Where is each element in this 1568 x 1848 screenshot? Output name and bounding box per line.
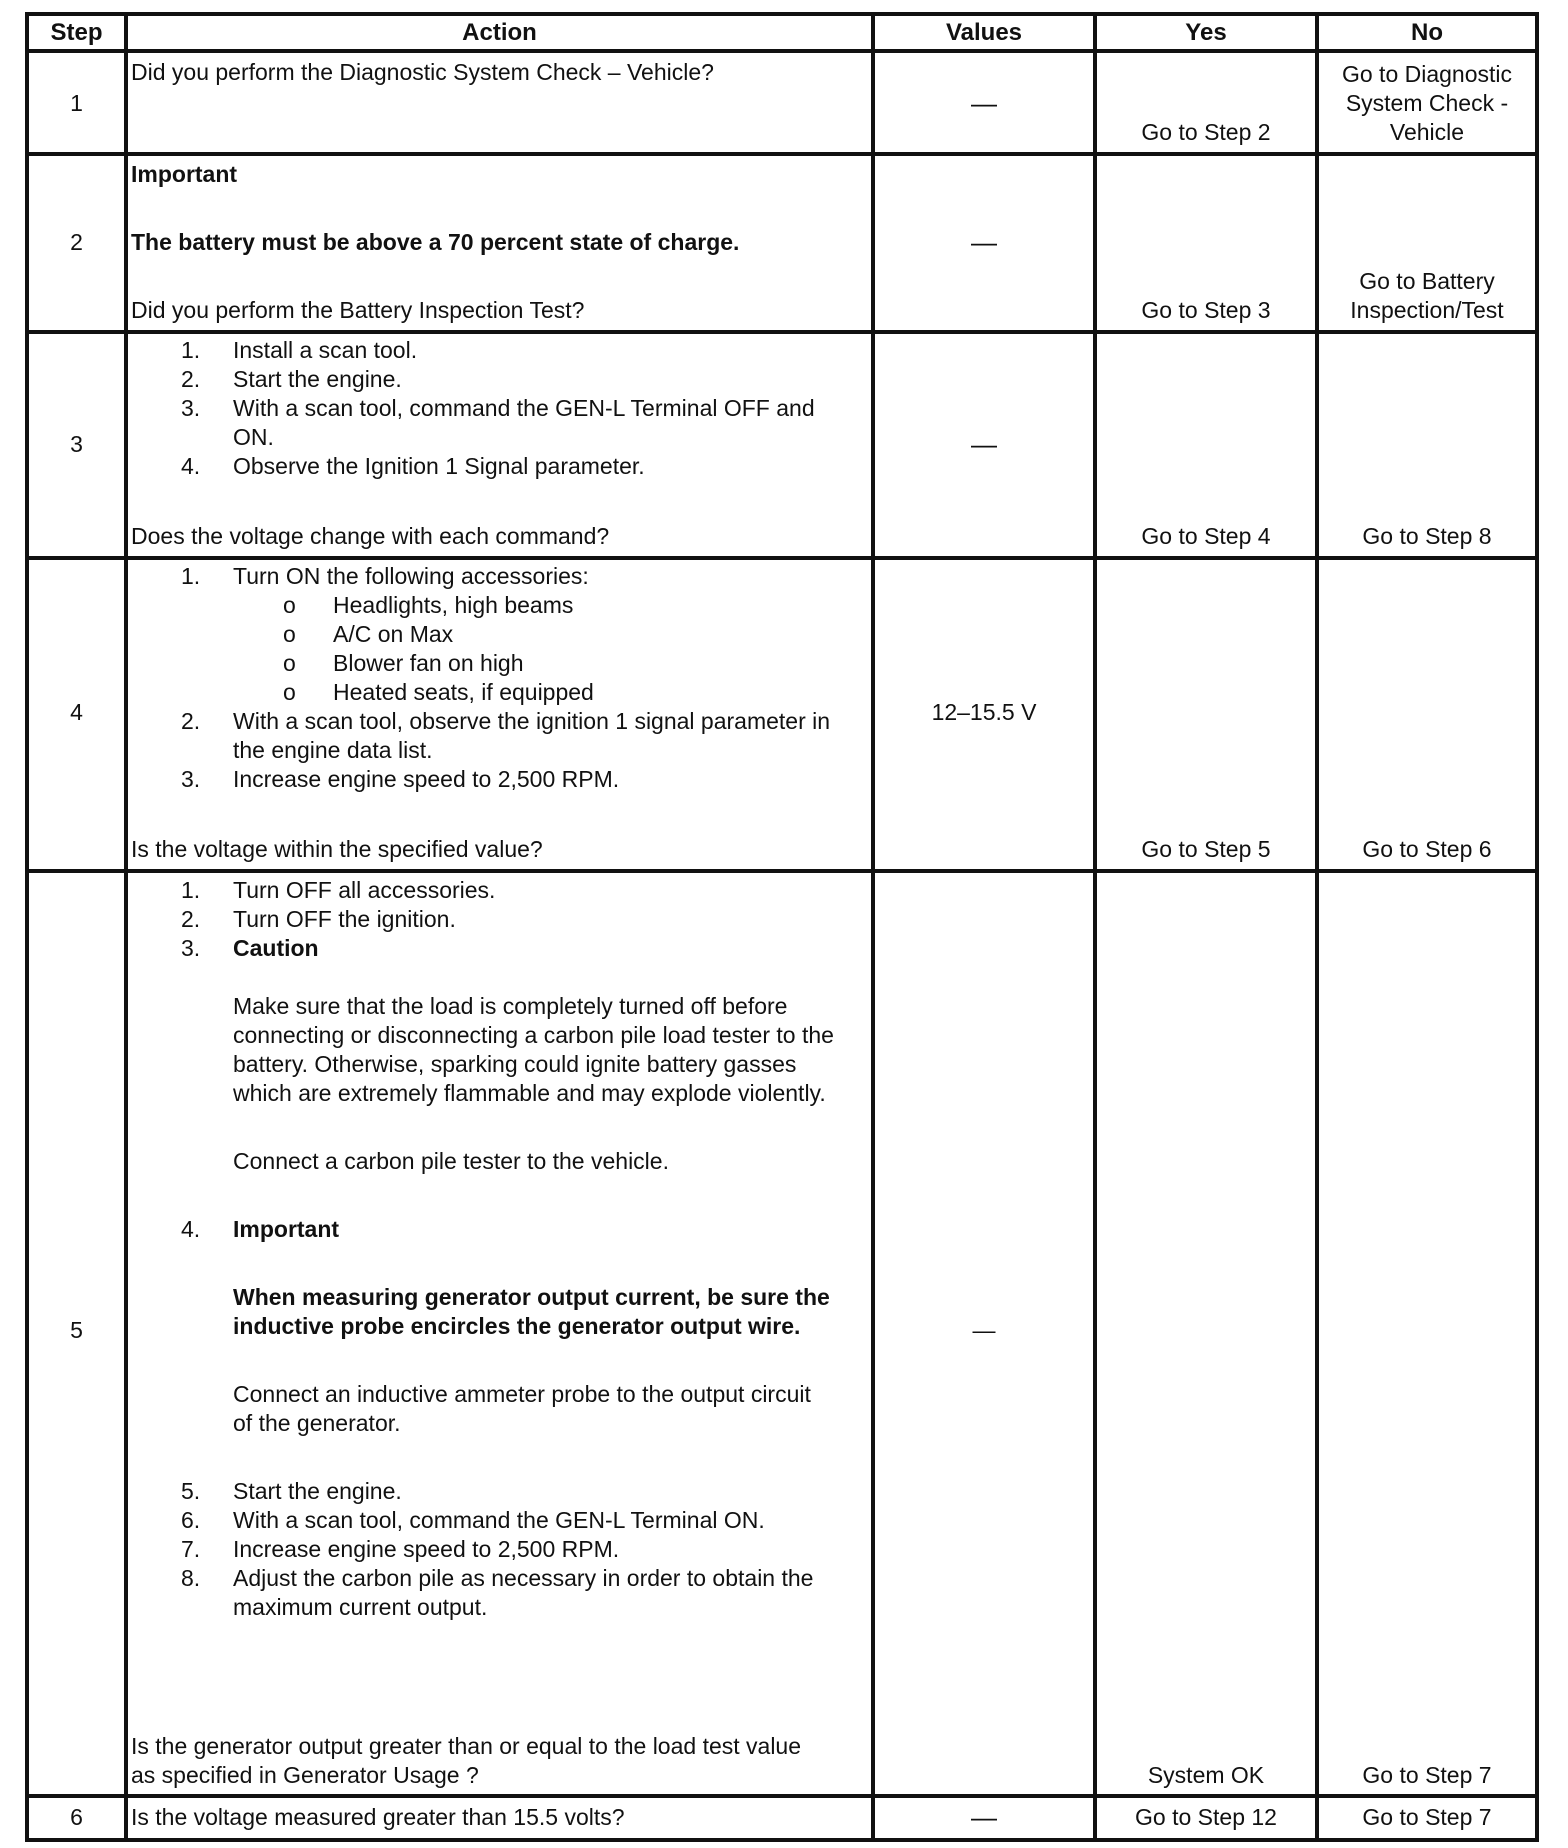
action-question: Is the voltage within the specified value? [131, 836, 543, 862]
row-divider [25, 152, 1539, 156]
column-divider [124, 12, 128, 1842]
list-item: 1. Turn ON the following accessories: [181, 563, 589, 589]
list-item: 1. Install a scan tool. [181, 337, 418, 363]
list-item: 3. Increase engine speed to 2,500 RPM. [181, 766, 620, 792]
yes-cell: Go to Step 5 [1141, 836, 1271, 862]
list-item: 4. Important [181, 1216, 340, 1242]
table-border [25, 12, 29, 1842]
action-text: Is the voltage measured greater than 15.5 volts? [131, 1804, 625, 1830]
action-question: Does the voltage change with each command? [131, 523, 610, 549]
column-divider [1093, 12, 1097, 1842]
no-cell: Go to Step 7 [1362, 1762, 1492, 1788]
step-number: 1 [70, 90, 83, 116]
list-item: 6. With a scan tool, command the GEN-L Terminal ON. [181, 1507, 765, 1533]
no-cell: Go to Step 6 [1362, 836, 1492, 862]
list-item: 4. Observe the Ignition 1 Signal parameter. [181, 453, 645, 479]
list-item: 8. Adjust the carbon pile as necessary in order to obtain the maximum current output. [181, 1565, 814, 1620]
yes-cell: Go to Step 2 [1141, 119, 1271, 145]
table-border [25, 1838, 1539, 1842]
row-divider [25, 330, 1539, 334]
list-item: 3. Caution [181, 935, 319, 961]
action-question: Is the generator output greater than or equal to the load test value as specified in Generator Usage ? [131, 1733, 802, 1788]
important-label: Important [233, 1216, 340, 1242]
sub-list-item: o A/C on Max [283, 621, 454, 647]
sub-list-item: o Blower fan on high [283, 650, 524, 676]
action-list [131, 876, 866, 1622]
list-item: 3. With a scan tool, command the GEN-L Terminal OFF and ON. [181, 395, 815, 450]
important-action: Connect an inductive ammeter probe to the output circuit of the generator. [233, 1381, 811, 1436]
important-text: When measuring generator output current, be sure the inductive probe encircles the generator output wire. [233, 1284, 830, 1339]
values-cell: — [971, 227, 997, 257]
sub-list-item: o Headlights, high beams [283, 592, 574, 618]
header-action: Action [462, 19, 537, 46]
step-number: 2 [70, 229, 83, 255]
important-text: The battery must be above a 70 percent state of charge. [131, 229, 740, 255]
caution-text: Make sure that the load is completely turned off before connecting or disconnecting a carbon pile load tester to the battery. Otherwise, sparking could ignite battery gasses which are extremely flammable and may explode violently. [233, 993, 834, 1106]
action-text: Did you perform the Diagnostic System Check – Vehicle? [131, 59, 714, 85]
step-number: 5 [70, 1317, 83, 1343]
header-no: No [1411, 19, 1443, 46]
values-cell: 12–15.5 V [931, 699, 1037, 725]
list-item: 1. Turn OFF all accessories. [181, 877, 496, 903]
row-divider [25, 556, 1539, 560]
header-yes: Yes [1185, 19, 1227, 46]
list-item: 2. With a scan tool, observe the ignition 1 signal parameter in the engine data list. [181, 708, 831, 763]
row-divider [25, 49, 1539, 53]
diagnostic-table [25, 12, 1539, 1842]
values-cell: — [971, 88, 997, 118]
header-values: Values [945, 19, 1023, 46]
yes-cell: System OK [1147, 1762, 1265, 1788]
list-item: 2. Turn OFF the ignition. [181, 906, 456, 932]
step-number: 6 [70, 1804, 83, 1830]
yes-cell: Go to Step 3 [1141, 297, 1271, 323]
values-cell: — [972, 1317, 996, 1343]
caution-action: Connect a carbon pile tester to the vehicle. [233, 1148, 669, 1174]
column-divider [871, 12, 875, 1842]
row-divider [25, 1794, 1539, 1798]
caution-label: Caution [233, 935, 319, 961]
header-step: Step [50, 19, 103, 46]
row-divider [25, 869, 1539, 873]
no-cell: Go to Step 8 [1362, 523, 1492, 549]
yes-cell: Go to Step 4 [1141, 523, 1271, 549]
step-number: 3 [70, 431, 83, 457]
values-cell: — [971, 1802, 997, 1832]
sub-list-item: o Heated seats, if equipped [283, 679, 594, 705]
important-label: Important [131, 161, 238, 187]
no-cell: Go to Battery Inspection/Test [1350, 268, 1504, 323]
list-item: 2. Start the engine. [181, 366, 402, 392]
values-cell: — [971, 429, 997, 459]
action-question: Did you perform the Battery Inspection Test? [131, 297, 585, 323]
action-list [131, 562, 866, 794]
step-number: 4 [70, 699, 83, 725]
list-item: 5. Start the engine. [181, 1478, 402, 1504]
no-cell: Go to Step 7 [1362, 1804, 1492, 1830]
list-item: 7. Increase engine speed to 2,500 RPM. [181, 1536, 620, 1562]
no-cell: Go to Diagnostic System Check - Vehicle [1341, 61, 1513, 145]
yes-cell: Go to Step 12 [1135, 1804, 1277, 1830]
table-border [1535, 12, 1539, 1842]
action-list [131, 336, 861, 481]
